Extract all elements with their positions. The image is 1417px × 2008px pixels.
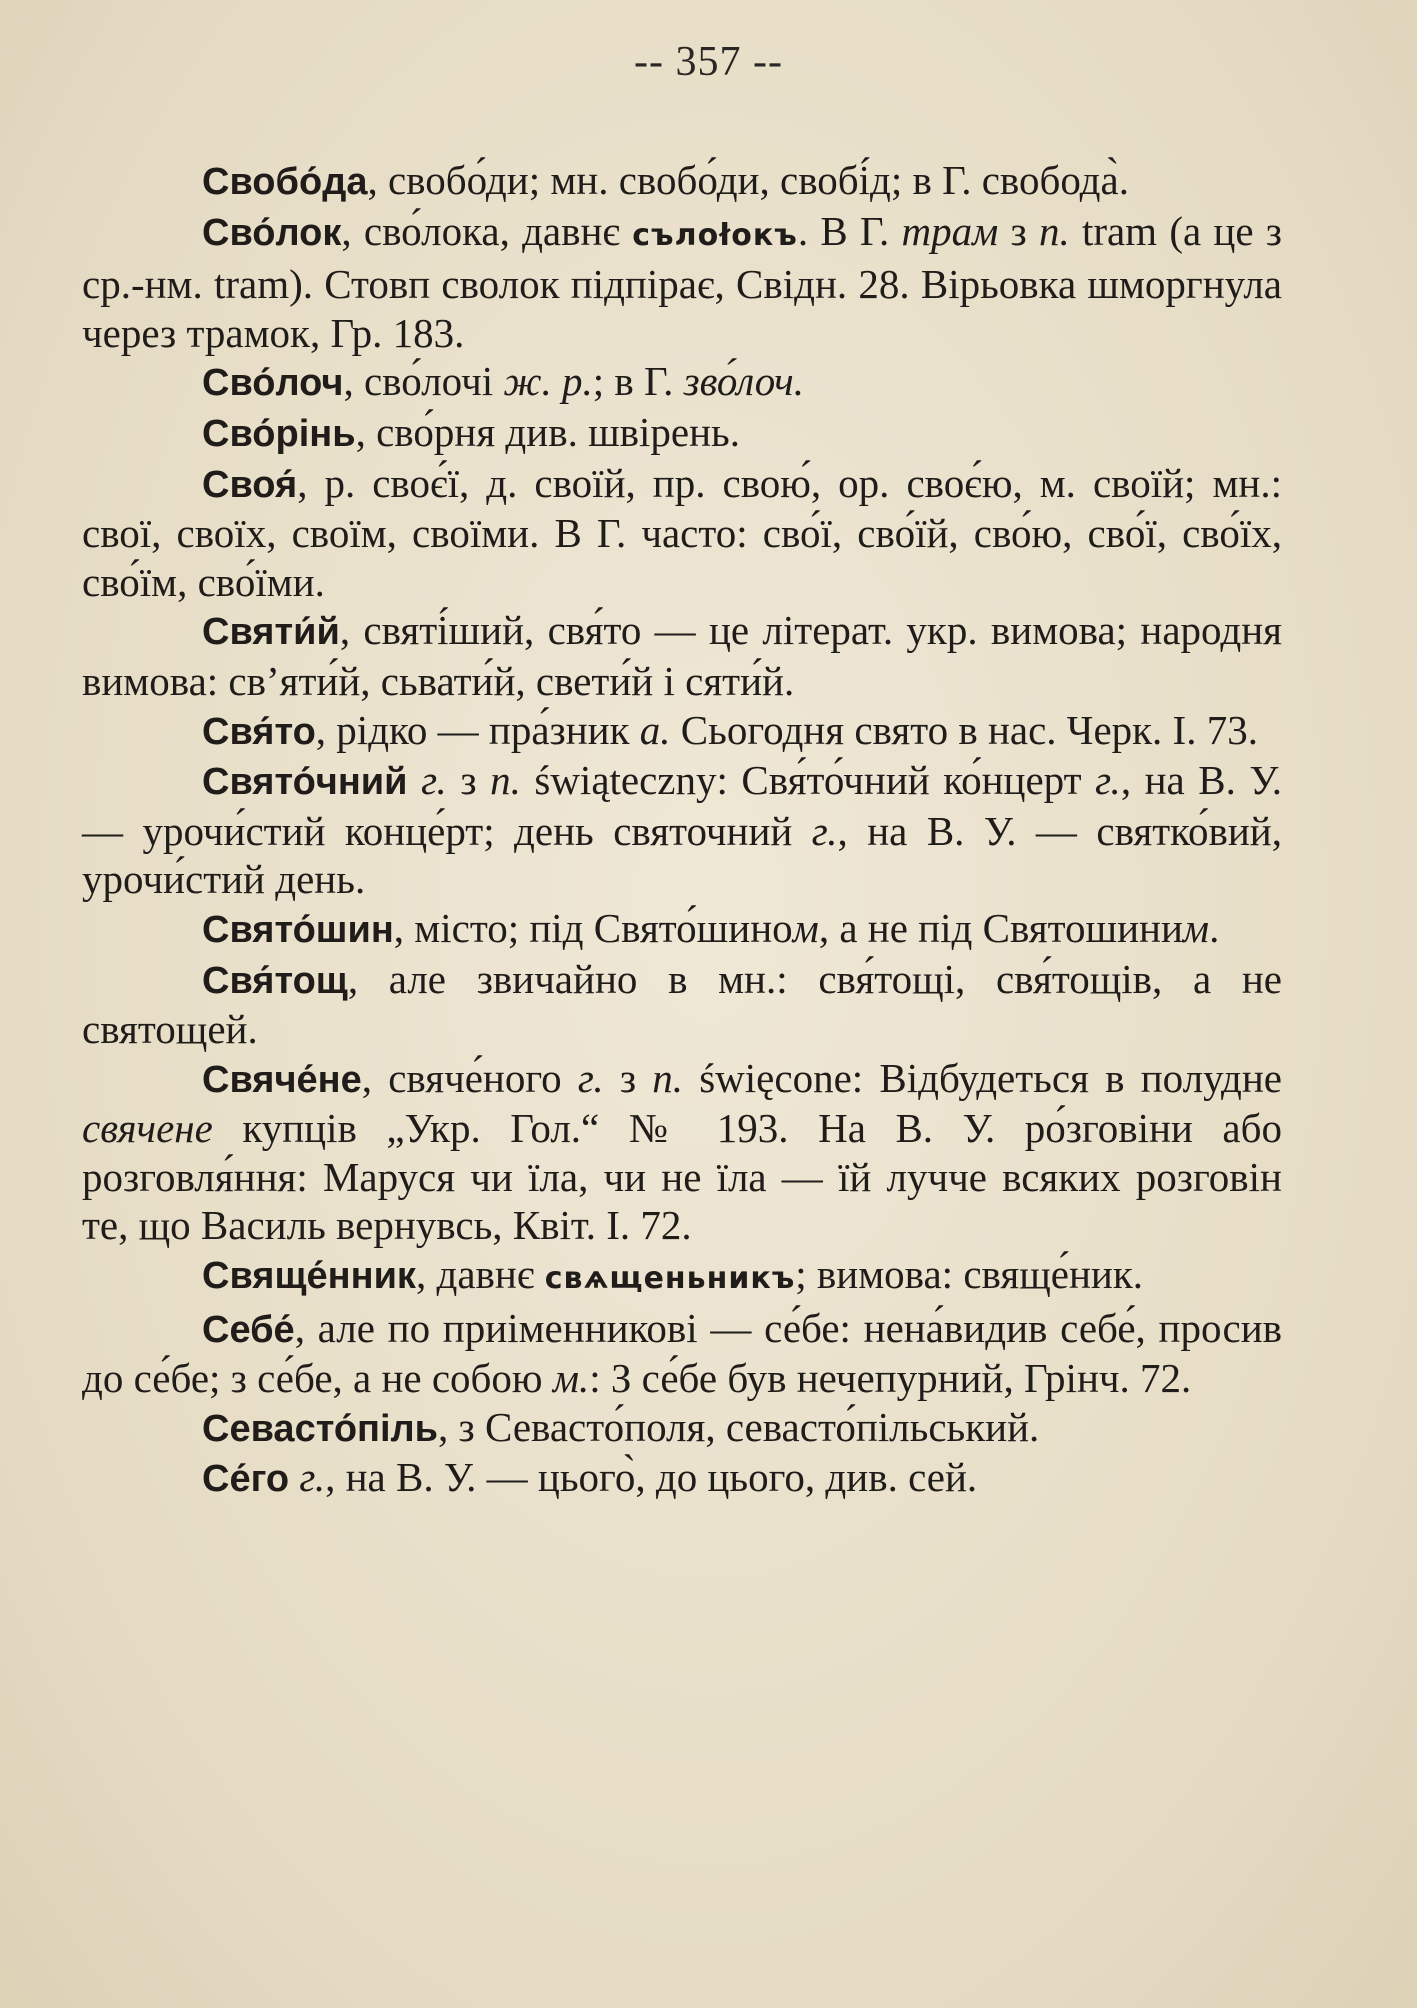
- italic-text: м.: [552, 1355, 590, 1402]
- headword: Сво́лок: [202, 211, 342, 254]
- entry-text: , але по приіменникові — се́бе: нена́видив себе́, просив до се́бе; з се́бе, а не собою: [82, 1304, 1282, 1402]
- entry-text: tram (а це з ср.-нм. tram). Стовп сволок підпірає, Свідн. 28. Вірьовка шморгнула через трамок, Гр. 183.: [82, 207, 1282, 356]
- entry-text: , р. своє́ї, д. своїй, пр. свою́, ор. своє́ю, м. своїй; мн.: свої, своїх, своїм, своїми. В Г. часто: сво́ї, сво́їй, сво́ю, сво́ї, сво́їх, сво́їм, сво́їми.: [82, 459, 1282, 605]
- entry-text: ; в Г.: [592, 358, 684, 405]
- entry-text: , сво́лока, давнє: [341, 207, 633, 254]
- entry-sviato: [82, 706, 1282, 757]
- entry-text: , а не під Святошини: [818, 904, 1183, 951]
- entry-svorin: [82, 408, 1282, 459]
- entry-svoia: [82, 459, 1282, 607]
- church-slavonic-word: сълоłокъ: [632, 217, 798, 253]
- italic-text: ж. р.: [503, 358, 593, 405]
- entry-text: , на В. У. — цього̀, до цього, див. сей.: [325, 1454, 978, 1501]
- italic-text: г.: [421, 757, 447, 804]
- entry-text: ; вимова: свяще́ник.: [795, 1251, 1144, 1298]
- headword: Се́го: [202, 1458, 290, 1501]
- entry-svolok: [82, 207, 1282, 358]
- headword: Сво́рінь: [202, 412, 356, 455]
- entry-text: .: [1209, 904, 1220, 951]
- headword: Свя́тощ: [202, 959, 348, 1002]
- entry-sebe: [82, 1304, 1282, 1403]
- headword: Свято́чний: [202, 761, 408, 804]
- italic-text: п.: [652, 1054, 683, 1101]
- italic-text: п.: [490, 757, 521, 804]
- entry-text: , рідко — пра́зник: [315, 706, 640, 753]
- headword: Своя́: [202, 463, 298, 506]
- entry-text: , давнє: [415, 1251, 545, 1298]
- italic-text: трам: [901, 207, 999, 254]
- entry-text: з: [998, 207, 1039, 254]
- entry-text: Сьогодня свято в нас. Черк. І. 73.: [670, 706, 1258, 753]
- headword: Свобо́да: [202, 161, 368, 203]
- entry-text: купців „Укр. Гол.“ № 193. На В. У. ро́зговіни або розговля́ння: Маруся чи їла, чи не їла — їй лучче всяких розговін те, що Василь вернувсь, Квіт. І. 72.: [82, 1105, 1282, 1249]
- entry-sviatoshyn: [82, 904, 1282, 955]
- headword: Сво́лоч: [202, 362, 344, 405]
- entry-sviashchennyk: [82, 1250, 1282, 1304]
- dictionary-text: [82, 156, 1282, 1504]
- italic-text: м: [792, 904, 819, 951]
- italic-text: свячене: [82, 1105, 213, 1152]
- headword: Севасто́піль: [202, 1407, 439, 1450]
- entry-svoboda: [82, 156, 1282, 207]
- entry-text: [408, 757, 422, 803]
- headword: Свяще́нник: [202, 1255, 416, 1298]
- headword: Себе́: [202, 1308, 295, 1351]
- entry-sviachene: [82, 1054, 1282, 1250]
- page-number: -- 357 --: [634, 39, 783, 85]
- entry-text: . В Г.: [797, 207, 902, 254]
- entry-text: , свяче́ного: [361, 1054, 578, 1101]
- entry-sego: [82, 1453, 1282, 1504]
- italic-text: г.: [811, 807, 838, 854]
- entry-text: , святі́ший, свя́то — це літерат. укр. вимова; народня вимова: св’яти́й, сьвати́й, свети́й і сяти́й.: [82, 607, 1282, 704]
- headword: Свято́шин: [202, 908, 394, 951]
- entry-text: [289, 1454, 299, 1500]
- entry-text: , свобо́ди; мн. свобо́ди, свобі́д; в Г. свобода̀.: [367, 157, 1129, 203]
- headword: Свяче́не: [202, 1058, 362, 1101]
- italic-text: п.: [1038, 207, 1070, 254]
- italic-text: а.: [639, 706, 671, 753]
- church-slavonic-word: свѧщеньникъ: [544, 1261, 796, 1297]
- italic-text: зво́лоч.: [683, 358, 804, 405]
- headword: Свя́то: [202, 710, 316, 753]
- entry-sviatoshch: [82, 955, 1282, 1054]
- entry-text: , але звичайно в мн.: свя́тощі, свя́тощів, а не святощей.: [82, 955, 1282, 1053]
- entry-text: : З се́бе був нечепурний, Грінч. 72.: [589, 1355, 1192, 1402]
- entry-sevastopil: [82, 1403, 1282, 1454]
- entry-text: з: [603, 1054, 653, 1101]
- entry-text: , сво́лочі: [343, 358, 504, 405]
- entry-text: , місто; під Свято́шино: [393, 904, 793, 951]
- italic-text: г.: [1095, 757, 1121, 804]
- entry-text: з: [446, 757, 491, 804]
- entry-sviatochnyi: [82, 756, 1282, 904]
- italic-text: г.: [577, 1054, 604, 1101]
- entry-text: , на В. У. — святко́вий, урочи́стий день.: [82, 807, 1282, 903]
- entry-text: , з Севасто́поля, севасто́пільський.: [438, 1403, 1040, 1450]
- headword: Святи́й: [202, 611, 340, 654]
- italic-text: м: [1182, 904, 1210, 951]
- entry-text: świąteczny: Свя́то́чний ко́нцерт: [520, 757, 1096, 804]
- entry-text: , сво́рня див. швірень.: [355, 408, 741, 455]
- italic-text: г.: [299, 1454, 326, 1501]
- entry-text: , на В. У. — урочи́стий конце́рт; день святочний: [82, 757, 1283, 854]
- entry-text: święcone: Відбудеться в полудне: [683, 1054, 1282, 1101]
- entry-svoloch: [82, 357, 1282, 408]
- entry-sviatyi: [82, 606, 1282, 705]
